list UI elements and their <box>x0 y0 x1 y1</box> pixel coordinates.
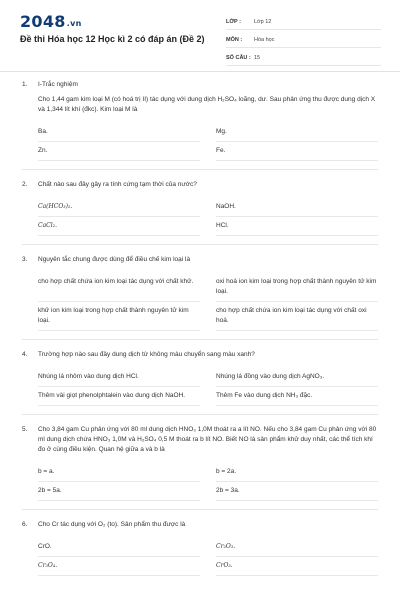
options <box>38 273 378 331</box>
question-heading: Chất nào sau đây gây ra tính cứng tạm thời của nước? <box>38 181 197 188</box>
question-number: 5. <box>22 426 28 433</box>
option-a[interactable]: Nhúng lá nhôm vào dung dịch HCl. <box>38 368 200 387</box>
logo-text: 2048 <box>20 12 66 31</box>
option-a[interactable]: Ca(HCO₃)₂. <box>38 198 200 217</box>
options <box>38 198 378 236</box>
meta-row-count <box>226 50 381 66</box>
options <box>38 463 378 501</box>
question-number: 3. <box>22 256 28 263</box>
question-number: 4. <box>22 351 28 358</box>
question-number: 1. <box>22 81 28 88</box>
option-d[interactable]: Thêm Fe vào dung dịch NH₃ đặc. <box>216 387 378 406</box>
option-b[interactable]: Cr₂O₃. <box>216 538 378 557</box>
question-1 <box>22 80 378 161</box>
divider <box>22 414 378 415</box>
question-5 <box>22 425 378 501</box>
page-header <box>0 0 400 72</box>
option-c[interactable]: 2b = 5a. <box>38 482 200 501</box>
divider <box>22 339 378 340</box>
exam-meta <box>226 14 381 68</box>
divider <box>22 509 378 510</box>
option-c[interactable]: CaCl₂. <box>38 217 200 236</box>
options <box>38 368 378 406</box>
option-b[interactable]: b = 2a. <box>216 463 378 482</box>
meta-value: Hóa học <box>254 36 275 43</box>
meta-label: MÔN : <box>226 36 243 43</box>
exam-title: Đề thi Hóa học 12 Học kì 2 có đáp án (Đề 2) <box>20 34 205 44</box>
meta-row-class <box>226 14 381 30</box>
option-b[interactable]: Mg. <box>216 123 378 142</box>
question-6 <box>22 520 378 576</box>
question-2 <box>22 180 378 236</box>
option-c[interactable]: Cr₃O₄. <box>38 557 200 576</box>
option-d[interactable]: 2b = 3a. <box>216 482 378 501</box>
question-number: 2. <box>22 181 28 188</box>
option-a[interactable]: Ba. <box>38 123 200 142</box>
question-heading: I-Trắc nghiệm <box>38 81 78 88</box>
divider <box>22 244 378 245</box>
meta-row-subject <box>226 32 381 48</box>
option-d[interactable]: CrO₃. <box>216 557 378 576</box>
question-4 <box>22 350 378 406</box>
options <box>38 123 378 161</box>
option-c[interactable]: Zn. <box>38 142 200 161</box>
question-number: 6. <box>22 521 28 528</box>
option-a[interactable]: b = a. <box>38 463 200 482</box>
option-a[interactable]: cho hợp chất chứa ion kim loại tác dụng với chất khử. <box>38 273 200 302</box>
question-heading: Trường hợp nào sau đây dung dịch từ không màu chuyển sang màu xanh? <box>38 351 255 358</box>
option-c[interactable]: Thêm vài giọt phenolphtalein vào dung dịch NaOH. <box>38 387 200 406</box>
meta-label: LỚP : <box>226 18 241 25</box>
divider <box>22 169 378 170</box>
option-b[interactable]: oxi hoá ion kim loại trong hợp chất thành nguyên tử kim loại. <box>216 273 378 302</box>
question-list <box>22 80 378 576</box>
meta-label: SỐ CÂU : <box>226 54 251 61</box>
option-d[interactable]: cho hợp chất chứa ion kim loại tác dụng với chất oxi hoá. <box>216 302 378 331</box>
option-b[interactable]: Nhúng lá đồng vào dung dịch AgNO₃. <box>216 368 378 387</box>
meta-value: 15 <box>254 54 261 61</box>
question-heading: Cho 3,84 gam Cu phản ứng với 80 ml dung dịch HNO₃ 1,0M thoát ra a lít NO. Nếu cho 3,84 gam Cu phản ứng với 80 ml dung dịch chứa HNO₃ 1,0M và H₂SO₄ 0,5 M thoát ra b lít NO. Biết NO là sản phẩm khử duy nhất, các thể tích khí đo ở cùng điều kiện. Quan hệ giữa a và b là <box>38 426 377 453</box>
question-heading: Cho Cr tác dụng với O₂ (to). Sản phẩm thu được là <box>38 521 186 528</box>
site-logo[interactable] <box>20 12 82 31</box>
logo-suffix: .vn <box>66 19 82 28</box>
question-text: Cho 1,44 gam kim loại M (có hoá trị II) tác dụng với dung dịch H₂SO₄ loãng, dư. Sau phản ứng thu được dung dịch X và 1,344 lít khí (đkc). Kim loại M là <box>38 96 376 113</box>
question-3 <box>22 255 378 331</box>
meta-value: Lớp 12 <box>254 18 272 25</box>
option-c[interactable]: khử ion kim loại trong hợp chất thành nguyên tử kim loại. <box>38 302 200 331</box>
option-d[interactable]: Fe. <box>216 142 378 161</box>
options <box>38 538 378 576</box>
option-a[interactable]: CrO. <box>38 538 200 557</box>
option-b[interactable]: NaOH. <box>216 198 378 217</box>
option-d[interactable]: HCl. <box>216 217 378 236</box>
question-heading: Nguyên tắc chung được dùng để điều chế kim loại là <box>38 256 191 263</box>
